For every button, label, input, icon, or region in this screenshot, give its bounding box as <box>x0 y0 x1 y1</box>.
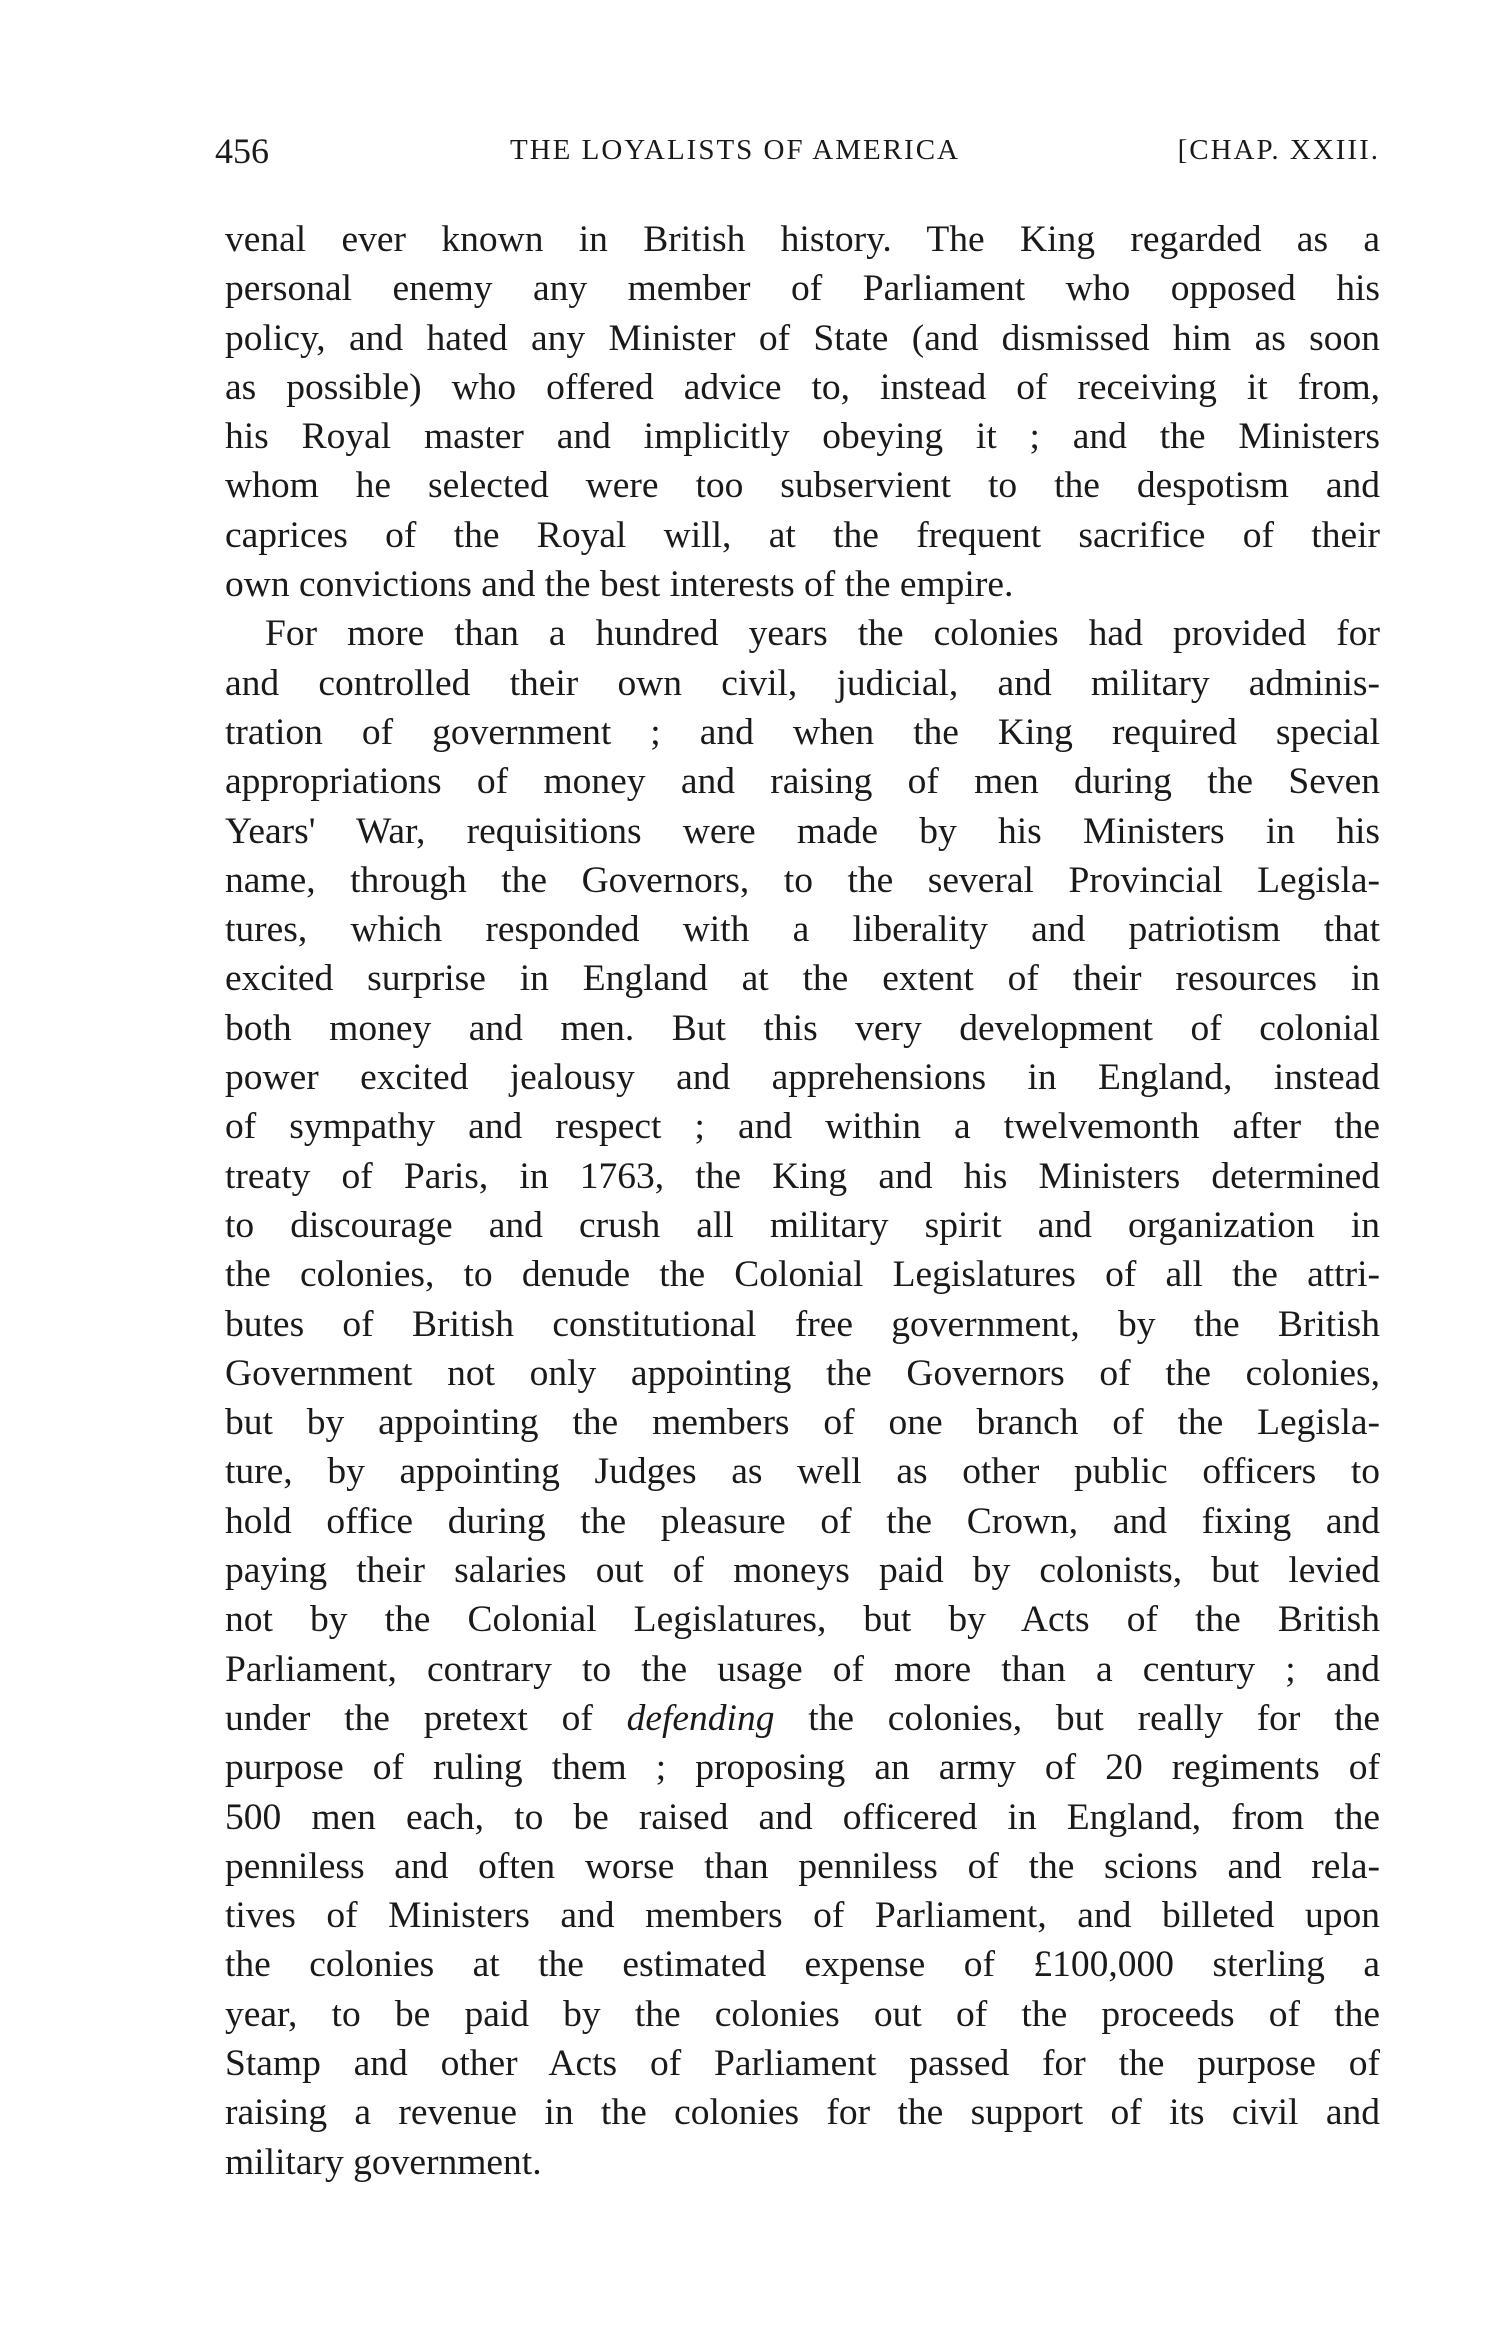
text-line: the colonies at the estimated expense of £100,000 sterling a <box>225 1944 1380 1986</box>
text-line: raising a revenue in the colonies for the support of its civil and <box>225 2092 1380 2134</box>
running-title: THE LOYALISTS OF AMERICA <box>510 134 960 166</box>
text-line: as possible) who offered advice to, instead of receiving it from, <box>225 366 1380 408</box>
running-head <box>215 130 1380 180</box>
line-text-before: under the pretext of <box>225 1697 627 1739</box>
text-line: whom he selected were too subservient to the despotism and <box>225 465 1380 507</box>
text-line: treaty of Paris, in 1763, the King and his Ministers determined <box>225 1155 1380 1197</box>
body-text <box>225 215 1380 2187</box>
text-line: penniless and often worse than penniless of the scions and rela- <box>225 1845 1380 1887</box>
paragraph-end-line: own convictions and the best interests of the empire. <box>225 564 1014 606</box>
emphasized-word: defending <box>626 1697 775 1739</box>
page-number: 456 <box>215 131 269 171</box>
text-line: personal enemy any member of Parliament who opposed his <box>225 268 1380 310</box>
chapter-reference: [CHAP. XXIII. <box>1177 134 1380 166</box>
text-line: year, to be paid by the colonies out of the proceeds of the <box>225 1993 1380 2035</box>
text-line: hold office during the pleasure of the Crown, and fixing and <box>225 1500 1380 1542</box>
text-line: policy, and hated any Minister of State (and dismissed him as soon <box>225 317 1380 359</box>
text-line: paying their salaries out of moneys paid by colonists, but levied <box>225 1550 1380 1592</box>
text-line: caprices of the Royal will, at the frequent sacrifice of their <box>225 514 1380 556</box>
text-line: tration of government ; and when the King required special <box>225 711 1380 753</box>
text-line: not by the Colonial Legislatures, but by Acts of the British <box>225 1599 1380 1641</box>
text-line: power excited jealousy and apprehensions in England, instead <box>225 1057 1380 1099</box>
text-line: both money and men. But this very development of colonial <box>225 1007 1380 1049</box>
paragraph-end-line: military government. <box>225 2141 542 2183</box>
text-line: name, through the Governors, to the several Provincial Legisla- <box>225 859 1380 901</box>
text-line: butes of British constitutional free government, by the British <box>225 1303 1380 1345</box>
text-line: his Royal master and implicitly obeying it ; and the Ministers <box>225 416 1380 458</box>
text-line: tives of Ministers and members of Parliament, and billeted upon <box>225 1895 1380 1937</box>
text-line: tures, which responded with a liberality and patriotism that <box>225 909 1380 951</box>
paragraph-start-line: For more than a hundred years the colonies had provided for <box>265 613 1380 655</box>
text-line: excited surprise in England at the extent of their resources in <box>225 958 1380 1000</box>
text-line: Parliament, contrary to the usage of more than a century ; and <box>225 1648 1380 1690</box>
text-line: to discourage and crush all military spirit and organization in <box>225 1204 1380 1246</box>
text-line-with-emphasis <box>225 1694 1380 1743</box>
text-line: Stamp and other Acts of Parliament passed for the purpose of <box>225 2042 1380 2084</box>
text-line: appropriations of money and raising of men during the Seven <box>225 761 1380 803</box>
text-line: ture, by appointing Judges as well as other public officers to <box>225 1451 1380 1493</box>
text-line: 500 men each, to be raised and officered in England, from the <box>225 1796 1380 1838</box>
text-line: Government not only appointing the Governors of the colonies, <box>225 1352 1380 1394</box>
text-line: of sympathy and respect ; and within a twelvemonth after the <box>225 1106 1380 1148</box>
text-line: Years' War, requisitions were made by his Ministers in his <box>225 810 1380 852</box>
text-line: but by appointing the members of one branch of the Legisla- <box>225 1402 1380 1444</box>
text-line: and controlled their own civil, judicial, and military adminis- <box>225 662 1380 704</box>
text-line: venal ever known in British history. The King regarded as a <box>225 219 1380 260</box>
text-line: the colonies, to denude the Colonial Legislatures of all the attri- <box>225 1254 1380 1296</box>
line-text-after: the colonies, but really for the <box>774 1697 1380 1739</box>
text-line: purpose of ruling them ; proposing an army of 20 regiments of <box>225 1747 1380 1789</box>
